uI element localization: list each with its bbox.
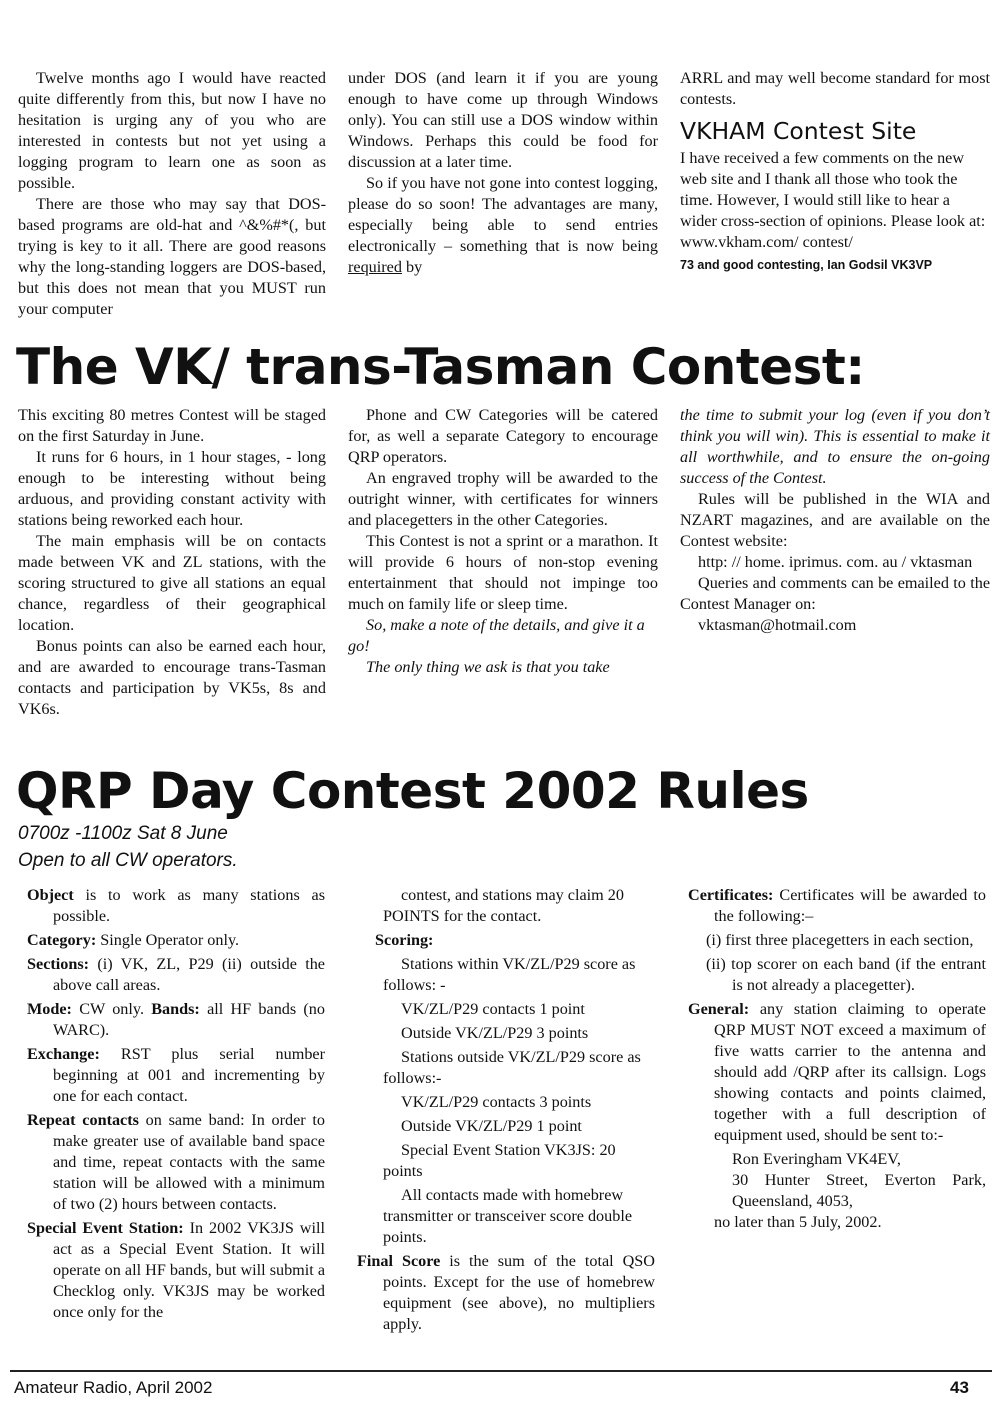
rule-text: any station claiming to operate QRP MUST NOT exceed a maximum of five watts carrier to the antenna and should add /QRP after its callsign. Logs showing contacts and points claimed, together with a full description of equipment used, should be sent to:- <box>714 1000 986 1144</box>
paragraph: Queries and comments can be emailed to the Contest Manager on: <box>680 574 990 613</box>
address-line: no later than 5 July, 2002. <box>714 1213 882 1231</box>
footer-publication: Amateur Radio, April 2002 <box>14 1378 213 1397</box>
paragraph: I have received a few comments on the new web site and I thank all those who took the time. However, I would still like to hear a wider cross-section of opinions. Please look at: www.vkham.com/ contest/ <box>680 149 986 251</box>
scoring-line: All contacts made with homebrew transmitter or transceiver score double points. <box>383 1186 633 1246</box>
rule-label: Repeat contacts <box>27 1111 139 1129</box>
list-item: (ii) top scorer on each band (if the entrant is not already a placegetter). <box>706 955 986 994</box>
address-line: Ron Everingham VK4EV, <box>732 1150 901 1168</box>
paragraph: There are those who may say that DOS-based programs are old-hat and ^&%#*(, but trying is key to it all. There are good reasons why the long-standing loggers are DOS-based, but this does not mean that you MUST run your computer <box>18 195 326 318</box>
rule-exchange <box>27 1044 325 1107</box>
top-column-3 <box>680 68 990 276</box>
italic-paragraph: The only thing we ask is that you take <box>366 658 610 676</box>
rule-sections <box>27 954 325 996</box>
rule-certificates <box>688 885 986 927</box>
tasman-column-1 <box>18 405 326 720</box>
scoring-line: Outside VK/ZL/P29 3 points <box>401 1024 589 1042</box>
paragraph-tail: by <box>401 258 423 276</box>
top-column-2 <box>348 68 658 278</box>
scoring-label: Scoring: <box>375 931 434 949</box>
rule-text: (i) VK, ZL, P29 (ii) outside the above call areas. <box>53 955 325 994</box>
scoring-line: Stations outside VK/ZL/P29 score as follows:- <box>383 1048 641 1087</box>
paragraph: Phone and CW Categories will be catered for, as well a separate Category to encourage QRP operators. <box>348 406 658 466</box>
rule-text: on same band: In order to make greater use of available band space and time, repeat contacts with the same station will be allowed with a minimum of two (2) hours between contacts. <box>53 1111 326 1213</box>
footer-divider <box>10 1370 992 1372</box>
qrp-subheading-time: 0700z -1100z Sat 8 June <box>18 823 228 844</box>
rule-label: Exchange: <box>27 1045 100 1063</box>
rule-text: Certificates will be awarded to the following:– <box>714 886 986 925</box>
tasman-column-2 <box>348 405 658 678</box>
rule-general <box>688 999 986 1146</box>
paragraph: under DOS (and learn it if you are young enough to have come up through Windows only). You can still use a DOS window within Windows. Perhaps this could be food for discussion at a later time. <box>348 69 658 171</box>
paragraph: The main emphasis will be on contacts made between VK and ZL stations, with the scoring structured to give all stations an equal chance, regardless of their geographical location. <box>18 532 326 634</box>
qrp-column-2 <box>357 885 655 1338</box>
rule-special-event <box>27 1218 325 1323</box>
paragraph: Bonus points can also be earned each hour, and are awarded to encourage trans-Tasman contacts and participation by VK5s, 8s and VK6s. <box>18 637 326 718</box>
scoring-line: VK/ZL/P29 contacts 3 points <box>401 1093 592 1111</box>
italic-paragraph: So, make a note of the details, and give it a go! <box>348 616 645 655</box>
rule-label: Bands: <box>151 1000 200 1018</box>
rule-label: Mode: <box>27 1000 72 1018</box>
paragraph: It runs for 6 hours, in 1 hour stages, - long enough to be interesting without being arduous, and providing constant activity with stations being reworked each hour. <box>18 448 326 529</box>
rule-label: Special Event Station: <box>27 1219 184 1237</box>
rule-label: Certificates: <box>688 886 774 904</box>
rule-label: Sections: <box>27 955 90 973</box>
rule-repeat <box>27 1110 325 1215</box>
list-item: (i) first three placegetters in each section, <box>706 931 974 949</box>
website-url: http: // home. iprimus. com. au / vktasman <box>698 553 973 571</box>
paragraph <box>348 173 658 278</box>
email-address: vktasman@hotmail.com <box>698 616 857 634</box>
rule-label: Category: <box>27 931 97 949</box>
tasman-column-3 <box>680 405 990 636</box>
signature: 73 and good contesting, Ian Godsil VK3VP <box>680 258 933 272</box>
rule-final-score <box>357 1251 655 1335</box>
rule-continuation: contest, and stations may claim 20 POINTS for the contact. <box>383 886 624 925</box>
paragraph-text: So if you have not gone into contest logging, please do so soon! The advantages are many, especially being able to send entries electronically – something that is now being <box>348 174 658 255</box>
paragraph: ARRL and may well become standard for most contests. <box>680 69 990 108</box>
rule-label: General: <box>688 1000 750 1018</box>
paragraph: Twelve months ago I would have reacted quite differently from this, but now I have no hesitation is urging any of you who are interested in contests but not yet using a logging program to learn one as soon as possible. <box>18 69 326 192</box>
rule-text: Single Operator only. <box>96 931 240 949</box>
tasman-heading: The VK/ trans-Tasman Contest: <box>16 338 865 396</box>
qrp-column-1 <box>27 885 325 1326</box>
paragraph: Rules will be published in the WIA and NZART magazines, and are available on the Contest website: <box>680 490 990 550</box>
qrp-subheading-open: Open to all CW operators. <box>18 850 238 871</box>
rule-label: Final Score <box>357 1252 441 1270</box>
page-number: 43 <box>950 1378 969 1397</box>
rule-text: is the sum of the total QSO points. Except for the use of homebrew equipment (see above), no multipliers apply. <box>383 1252 655 1333</box>
underlined-word: required <box>348 258 402 276</box>
rule-label: Object <box>27 886 74 904</box>
rule-category <box>27 930 325 951</box>
qrp-column-3 <box>688 885 986 1233</box>
address-line: 30 Hunter Street, Everton Park, Queensland, 4053, <box>732 1171 986 1210</box>
scoring-line: Stations within VK/ZL/P29 score as follows: - <box>383 955 636 994</box>
paragraph: This Contest is not a sprint or a marathon. It will provide 6 hours of non-stop evening entertainment that should not impinge too much on family life or sleep time. <box>348 532 658 613</box>
scoring-line: Outside VK/ZL/P29 1 point <box>401 1117 582 1135</box>
rule-text: is to work as many stations as possible. <box>53 886 325 925</box>
scoring-line: VK/ZL/P29 contacts 1 point <box>401 1000 585 1018</box>
scoring-line: Special Event Station VK3JS: 20 points <box>383 1141 616 1180</box>
rule-mode <box>27 999 325 1041</box>
italic-paragraph: the time to submit your log (even if you don’t think you will win). This is essential to make it all worthwhile, and to ensure the on-going success of the Contest. <box>680 406 990 487</box>
qrp-heading: QRP Day Contest 2002 Rules <box>16 762 809 820</box>
paragraph: An engraved trophy will be awarded to the outright winner, with certificates for winners and placegetters in the other Categories. <box>348 469 658 529</box>
rule-object <box>27 885 325 927</box>
paragraph: This exciting 80 metres Contest will be staged on the first Saturday in June. <box>18 406 326 445</box>
vkham-heading: VKHAM Contest Site <box>680 117 917 145</box>
rule-text: In 2002 VK3JS will act as a Special Event Station. It will operate on all HF bands, but will submit a Checklog only. VK3JS may be worked once only for the <box>53 1219 326 1321</box>
top-column-1 <box>18 68 326 320</box>
rule-text: RST plus serial number beginning at 001 and incrementing by one for each contact. <box>53 1045 325 1105</box>
certificate-list <box>688 930 986 996</box>
rule-text: all HF bands (no WARC). <box>53 1000 325 1039</box>
rule-text: CW only. <box>71 1000 152 1018</box>
